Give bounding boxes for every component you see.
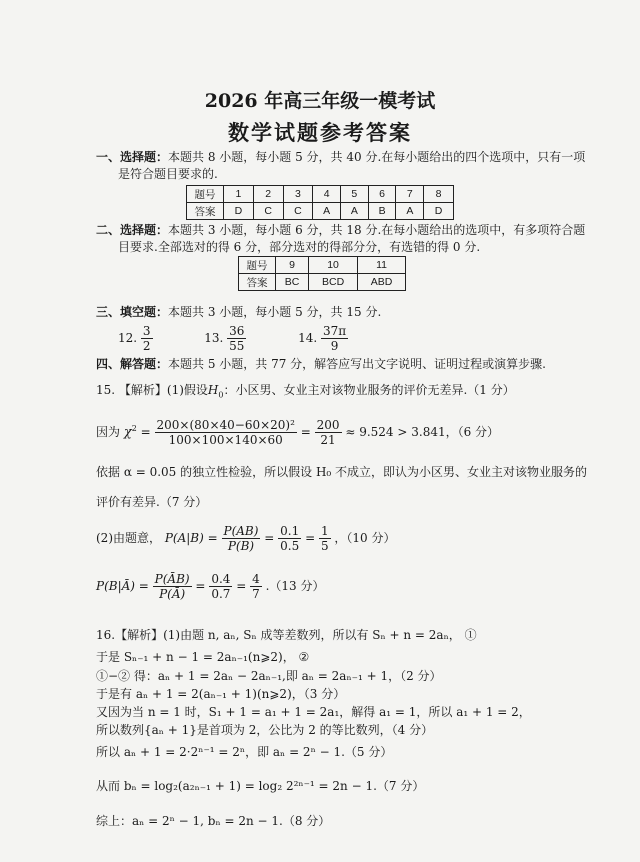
- chi-square-formula: 因为 $\chi^2$ = $\frac{\text{200×(80×40−60×20)²}}{100\times 100\times 140\times 60}$ = $\frac{200}{21}$ ≈ 9.524 > 3.841，（6 分）: [96, 418, 500, 447]
- q12-fraction: [141, 324, 153, 353]
- part2-den3: 5: [320, 539, 329, 553]
- chi-fraction-2: [315, 418, 342, 447]
- section3-text: 本题共 3 小题，每小题 5 分，共 15 分.: [168, 305, 382, 319]
- row-head: 答案: [239, 274, 276, 291]
- q16-line2: [96, 649, 309, 665]
- chi-numerator: 200×(80×40−60×20)²: [156, 418, 295, 432]
- chi-sup: 2: [131, 424, 137, 433]
- section4-text: 本题共 5 小题，共 77 分，解答应写出文字说明、证明过程或演算步骤.: [168, 357, 546, 371]
- section2-answer-table: [238, 256, 406, 291]
- q16-l2-text: 于是 Sₙ₋₁ + n − 1 = 2aₙ₋₁(n⩾2)，: [96, 650, 295, 664]
- q14-num: 37π: [323, 324, 347, 338]
- q15-line1: [96, 382, 515, 403]
- table-cell: 5: [340, 186, 368, 203]
- q16-line7: 所以 aₙ + 1 = 2·2ⁿ⁻¹ = 2ⁿ，即 aₙ = 2ⁿ − 1.（5 分）: [96, 745, 393, 759]
- part3-fraction1: [153, 572, 192, 601]
- table-cell: 1: [224, 186, 254, 203]
- table-cell: A: [313, 203, 341, 220]
- section1-text2: 是符合题目要求的.: [118, 167, 218, 181]
- table-cell: A: [340, 203, 368, 220]
- section4-label: 四、解答题：: [96, 357, 169, 371]
- table-cell: C: [283, 203, 313, 220]
- table-cell: 6: [368, 186, 396, 203]
- table-row: [187, 203, 454, 220]
- answer-key-title: 数学试题参考答案: [228, 120, 412, 145]
- q15-line1-text: ：小区男、女业主对该物业服务的评价无差异.（1 分）: [223, 383, 515, 397]
- part2-num2: 0.1: [280, 524, 300, 538]
- part3-den3: 7: [252, 587, 260, 601]
- section1-text1: 本题共 8 小题，每小题 5 分，共 40 分.在每小题给出的四个选项中，只有一项: [168, 150, 586, 164]
- part2-fraction1: [222, 524, 261, 553]
- table-cell: 11: [358, 257, 406, 274]
- section2-label: 二、选择题：: [96, 223, 169, 237]
- part3-fraction2: [209, 572, 232, 601]
- table-cell: BCD: [309, 274, 358, 291]
- table-cell: 9: [276, 257, 309, 274]
- part3-fraction3: [250, 572, 262, 601]
- part2-den2: 0.5: [280, 539, 300, 553]
- table-row: [187, 186, 454, 203]
- table-cell: C: [253, 203, 283, 220]
- q16-line8: 从而 bₙ = log₂(a₂ₙ₋₁ + 1) = log₂ 2²ⁿ⁻¹ = 2n − 1.（7 分）: [96, 779, 425, 793]
- chi-symbol: χ: [123, 425, 132, 440]
- q13-fraction: [227, 324, 246, 353]
- table-cell: 10: [309, 257, 358, 274]
- part2-fraction2: [278, 524, 301, 553]
- h0-subscript: 0: [218, 390, 224, 400]
- part2-lhs: P(A|B) =: [164, 531, 218, 545]
- q16-line1: [96, 627, 477, 643]
- q12-num: 3: [142, 324, 151, 338]
- q15-prefix: 15. 【解析】(1)假设: [96, 383, 208, 397]
- table-cell: 4: [313, 186, 341, 203]
- q14-den: 9: [330, 339, 339, 353]
- q16-l1-text: 16.【解析】(1)由题 n, aₙ, Sₙ 成等差数列，所以有 Sₙ + n = 2aₙ，: [96, 628, 461, 642]
- table-cell: A: [396, 203, 424, 220]
- row-head: 题号: [187, 186, 224, 203]
- section3-label: 三、填空题：: [96, 305, 169, 319]
- table-cell: 7: [396, 186, 424, 203]
- part3-num3: 4: [252, 572, 260, 586]
- q16-line4: 于是有 aₙ + 1 = 2(aₙ₋₁ + 1)(n⩾2)，（3 分）: [96, 687, 346, 701]
- q13-den: 55: [229, 339, 245, 353]
- table-cell: BC: [276, 274, 309, 291]
- chi-num2: 200: [316, 418, 340, 432]
- q16-line6: 所以数列{aₙ + 1}是首项为 2，公比为 2 的等比数列，（4 分）: [96, 723, 434, 737]
- q14-fraction: [321, 324, 348, 353]
- part3-lhs: P(B|Ā) =: [96, 579, 149, 593]
- q15-line3b: 评价有差异.（7 分）: [96, 495, 208, 509]
- section2-text2: 目要求.全部选对的得 6 分，部分选对的得部分分，有选错的得 0 分.: [118, 240, 481, 254]
- table-cell: D: [224, 203, 254, 220]
- q13-num: 36: [229, 324, 245, 338]
- chi-prefix: 因为: [96, 425, 121, 439]
- q13-number: 13.: [204, 331, 224, 345]
- table-cell: 3: [283, 186, 313, 203]
- part2-den1: P(B): [227, 539, 255, 553]
- part2-prefix: (2)由题意，: [96, 531, 161, 545]
- q14-number: 14.: [298, 331, 318, 345]
- q15-line3a: 依据 α = 0.05 的独立性检验，所以假设 H₀ 不成立，即认为小区男、女业主对该物业服务的: [96, 465, 588, 479]
- marker-1: ①: [464, 628, 477, 642]
- chi-result: ≈ 9.524 > 3.841，（6 分）: [345, 425, 500, 439]
- table-row: [239, 274, 406, 291]
- q16-line9: 综上：aₙ = 2ⁿ − 1, bₙ = 2n − 1.（8 分）: [96, 814, 331, 828]
- section2-intro: [96, 222, 585, 238]
- chi-fraction: [155, 418, 297, 447]
- table-cell: D: [424, 203, 454, 220]
- q16-line5: 又因为当 n = 1 时，S₁ + 1 = a₁ + 1 = 2a₁，解得 a₁ = 1，所以 a₁ + 1 = 2，: [96, 705, 531, 719]
- table-cell: ABD: [358, 274, 406, 291]
- fill-answers: [118, 324, 348, 353]
- chi-denominator: 100×100×140×60: [168, 433, 283, 447]
- part3-num2: 0.4: [211, 572, 231, 586]
- part3-den1: P(Ā): [159, 587, 186, 601]
- row-head: 答案: [187, 203, 224, 220]
- marker-2: ②: [298, 650, 310, 664]
- chi-den2: 21: [320, 433, 336, 447]
- part2-num3: 1: [320, 524, 329, 538]
- part3-score: .（13 分）: [265, 579, 325, 593]
- q15-part3-formula: P(B|Ā) = $\frac{P(ĀB)}{P(Ā)}$ = $\frac{0.4}{0.7}$ = $\frac{4}{7}$ .（13 分）: [96, 572, 325, 601]
- section2-text1: 本题共 3 小题，每小题 6 分，共 18 分.在每小题给出的选项中，有多项符合题: [168, 223, 586, 237]
- table-cell: 2: [253, 186, 283, 203]
- table-cell: B: [368, 203, 396, 220]
- h0-symbol: H: [207, 383, 219, 397]
- part3-den2: 0.7: [211, 587, 231, 601]
- section1-intro: [96, 149, 585, 165]
- section3-intro: [96, 304, 381, 320]
- part3-num1: P(ĀB): [154, 572, 190, 586]
- row-head: 题号: [239, 257, 276, 274]
- q12-den: 2: [142, 339, 151, 353]
- part2-fraction3: [319, 524, 331, 553]
- section1-label: 一、选择题：: [96, 150, 169, 164]
- q12-number: 12.: [118, 331, 138, 345]
- part2-score: ，（10 分）: [334, 531, 396, 545]
- section4-intro: [96, 356, 546, 372]
- q16-line3: ①−② 得：aₙ + 1 = 2aₙ − 2aₙ₋₁,即 aₙ = 2aₙ₋₁ + 1，（2 分）: [96, 669, 442, 683]
- section1-answer-table: [186, 185, 454, 220]
- table-row: [239, 257, 406, 274]
- q15-part2-formula: (2)由题意， P(A|B) = $\frac{P(AB)}{P(B)}$ = $\frac{0.1}{0.5}$ = $\frac{1}{5}$ ，（10 分）: [96, 524, 396, 553]
- part2-num1: P(AB): [223, 524, 259, 538]
- exam-title: 2026 年高三年级一模考试: [204, 90, 436, 112]
- table-cell: 8: [424, 186, 454, 203]
